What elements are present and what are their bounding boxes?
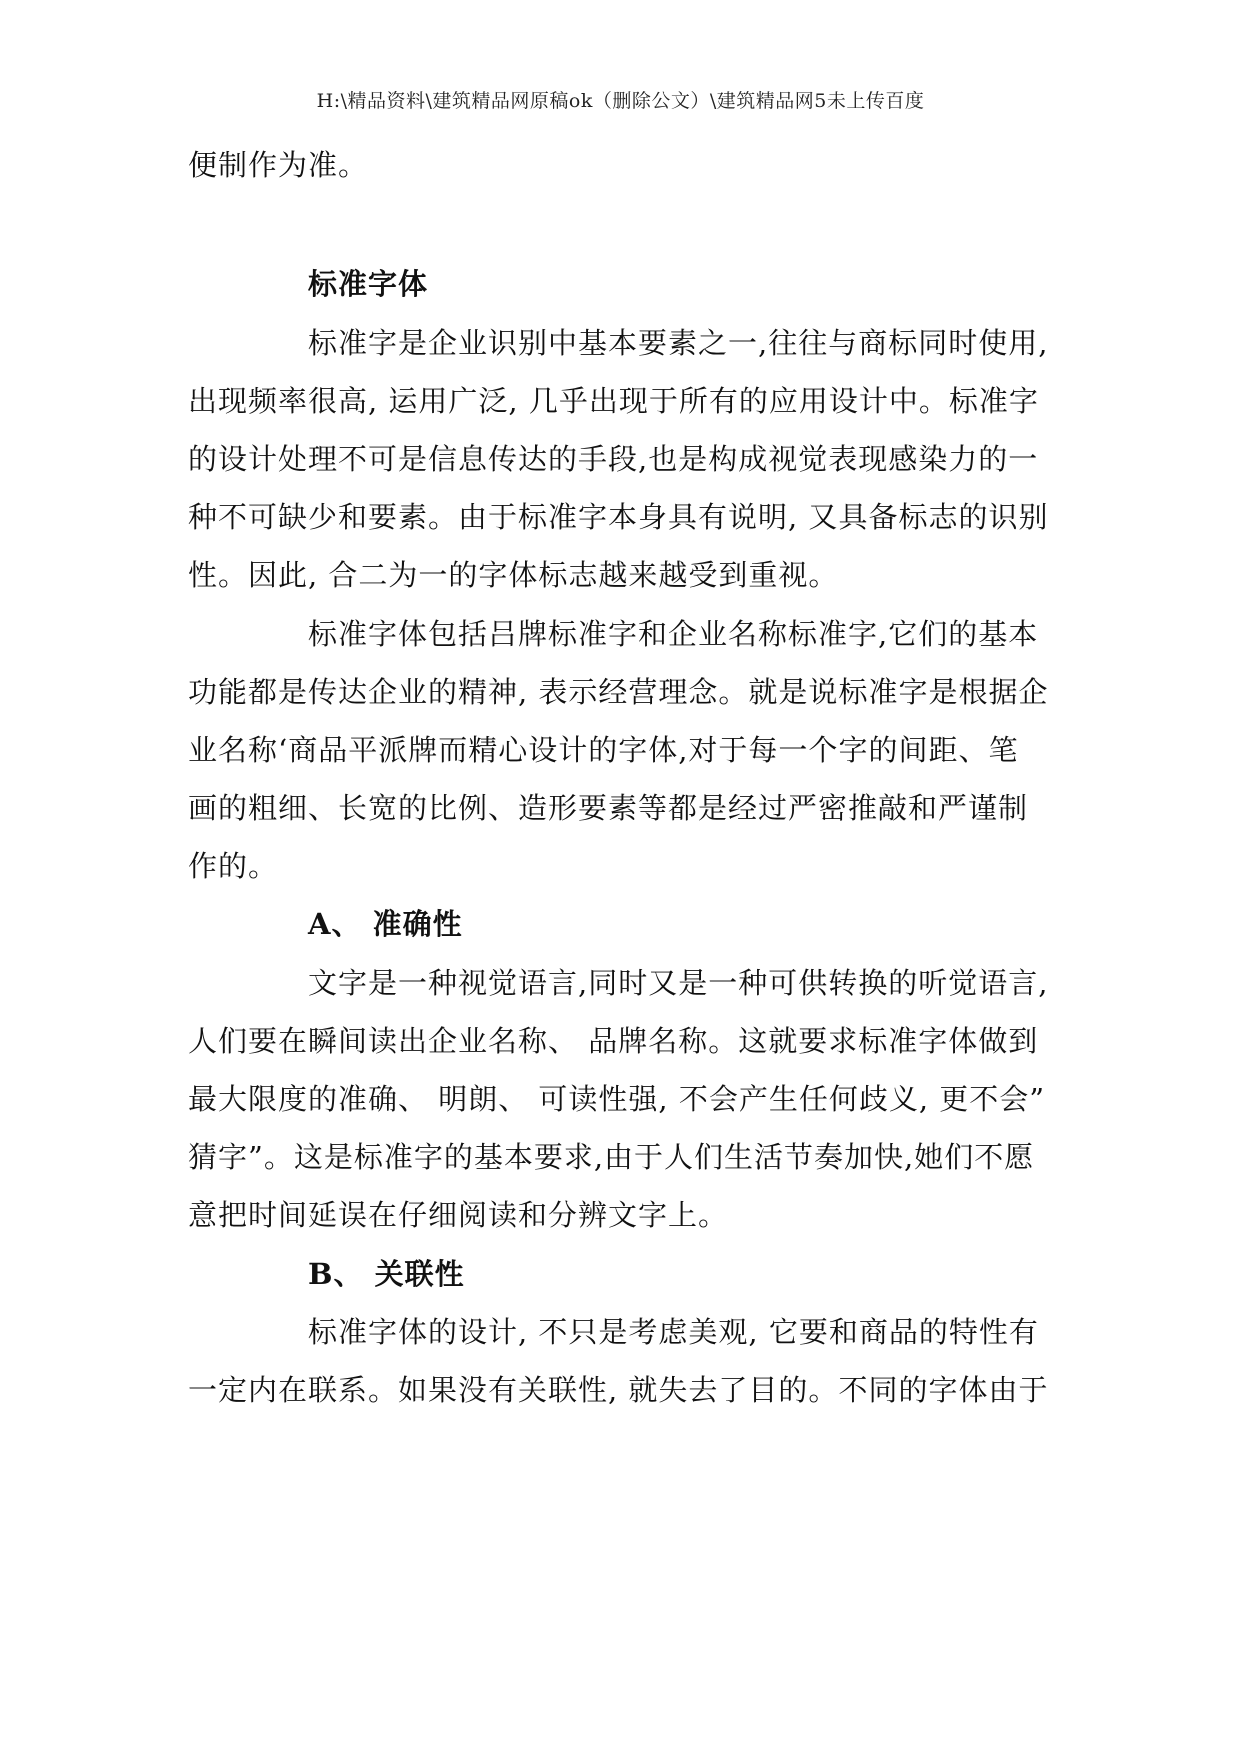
body-line: 的设计处理不可是信息传达的手段,也是构成视觉表现感染力的一 (188, 442, 1039, 476)
body-line: 标准字是企业识别中基本要素之一,往往与商标同时使用, (308, 326, 1049, 360)
body-line: 种不可缺少和要素。由于标准字本身具有说明, 又具备标志的识别 (188, 500, 1049, 534)
body-line: 标准字体的设计, 不只是考虑美观, 它要和商品的特性有 (308, 1315, 1039, 1349)
body-line: 便制作为准。 (188, 148, 369, 182)
body-line: 作的。 (188, 849, 279, 883)
body-line: 猜字”。这是标准字的基本要求,由于人们生活节奏加快,她们不愿 (188, 1140, 1035, 1174)
section-heading: 标准字体 (308, 267, 429, 301)
document-header-path: H:\精品资料\建筑精品网原稿ok（删除公文）\建筑精品网5未上传百度 (316, 90, 925, 112)
body-line: 意把时间延误在仔细阅读和分辨文字上。 (188, 1198, 729, 1232)
body-line: 最大限度的准确、 明朗、 可读性强, 不会产生任何歧义, 更不会” (188, 1082, 1046, 1116)
body-line: 画的粗细、长宽的比例、造形要素等都是经过严密推敲和严谨制 (188, 791, 1029, 825)
body-line: 标准字体包括吕牌标准字和企业名称标准字,它们的基本 (308, 617, 1039, 651)
section-heading-a: A、 准确性 (308, 907, 463, 941)
body-line: 人们要在瞬间读出企业名称、 品牌名称。这就要求标准字体做到 (188, 1024, 1039, 1058)
body-line: 性。因此, 合二为一的字体标志越来越受到重视。 (188, 558, 839, 592)
body-line: 功能都是传达企业的精神, 表示经营理念。就是说标准字是根据企 (188, 675, 1049, 709)
body-line: 一定内在联系。如果没有关联性, 就失去了目的。不同的字体由于 (188, 1373, 1049, 1407)
section-heading-b: B、 关联性 (308, 1257, 465, 1291)
body-line: 业名称‘商品平派牌而精心设计的字体,对于每一个字的间距、笔 (188, 733, 1019, 767)
body-line: 文字是一种视觉语言,同时又是一种可供转换的听觉语言, (308, 966, 1049, 1000)
body-line: 出现频率很高, 运用广泛, 几乎出现于所有的应用设计中。标准字 (188, 384, 1039, 418)
